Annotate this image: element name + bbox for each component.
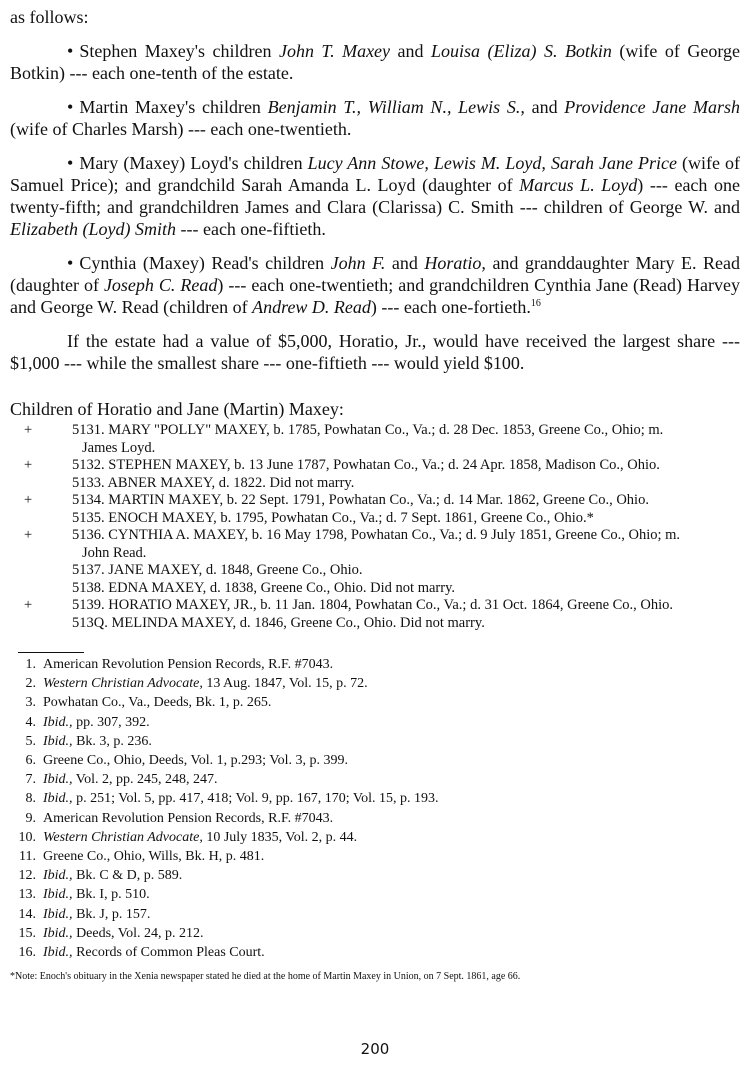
child-id: 5138. <box>72 579 105 596</box>
text-run: Benjamin T., William N., Lewis S., <box>267 97 525 117</box>
text-run: and <box>524 97 565 117</box>
child-entry <box>10 492 740 510</box>
enoch-footnote: *Note: Enoch's obituary in the Xenia newspaper stated he died at the home of Martin Maxey in Union, on 7 Sept. 1861, age 66. <box>10 971 521 983</box>
note-text: p. 251; Vol. 5, pp. 417, 418; Vol. 9, pp. 167, 170; Vol. 15, p. 193. <box>72 791 439 807</box>
note-text: American Revolution Pension Records, R.F. #7043. <box>43 810 334 826</box>
note-number: 1. <box>25 657 36 672</box>
note-text: Bk. I, p. 510. <box>72 887 150 903</box>
text-run: If the estate had a value of $5,000, Horatio, Jr., would have received the largest share --- $1,000 --- while the smallest share --- one-fiftieth --- would yield $100. <box>10 331 740 373</box>
child-text-continued: James Loyd. <box>82 439 156 456</box>
child-line <box>72 475 740 493</box>
bullet-mark: • <box>67 97 74 117</box>
child-line <box>72 510 740 528</box>
children-heading: Children of Horatio and Jane (Martin) Maxey: <box>10 399 344 419</box>
note-number: 7. <box>25 772 36 788</box>
note-number: 5. <box>25 733 36 749</box>
plus-mark: + <box>24 422 33 438</box>
notes-list <box>10 655 740 962</box>
note-text: Deeds, Vol. 24, p. 212. <box>72 925 204 941</box>
child-text: STEPHEN MAXEY, b. 13 June 1787, Powhatan Co., Va.; d. 24 Apr. 1858, Madison Co., Ohio. <box>108 457 660 473</box>
note-text: 10 July 1835, Vol. 2, p. 44. <box>202 829 358 845</box>
bullet-mark: • <box>67 153 74 173</box>
child-line <box>72 580 740 598</box>
paragraph <box>10 152 740 240</box>
bullet-mark: • <box>67 253 74 273</box>
note-text: Ibid., <box>43 925 73 941</box>
plus-mark: + <box>24 597 33 613</box>
plus-mark: + <box>24 527 33 543</box>
note-entry <box>10 789 740 808</box>
child-text: CYNTHIA A. MAXEY, b. 16 May 1798, Powhatan Co., Va.; d. 9 July 1851, Greene Co., Ohio; m. <box>108 527 681 543</box>
text-run: and granddaughter Mary E. Read (daughter of <box>10 253 740 295</box>
text-run: Marcus L. Loyd <box>519 175 638 195</box>
note-text: Ibid., <box>43 714 73 730</box>
note-text: Records of Common Pleas Court. <box>72 945 265 961</box>
child-line <box>72 615 740 633</box>
note-text: Ibid., <box>43 733 73 749</box>
text-run: (wife of Samuel Price); and grandchild Sarah Amanda L. Loyd (daughter of <box>10 153 740 195</box>
child-id: 5135. <box>72 509 105 526</box>
child-entry <box>10 422 740 457</box>
note-text: pp. 307, 392. <box>72 714 150 730</box>
child-line <box>72 562 740 580</box>
note-number: 8. <box>25 791 36 807</box>
note-entry <box>10 713 740 732</box>
text-run: Lucy Ann Stowe, Lewis M. Loyd, Sarah Jane Price <box>307 153 677 173</box>
child-entry <box>10 510 740 528</box>
note-entry <box>10 943 740 962</box>
text-run: (wife of George Botkin) --- each one-tenth of the estate. <box>10 41 740 83</box>
paragraph <box>10 252 740 318</box>
note-number: 15. <box>18 925 36 941</box>
note-entry <box>10 885 740 904</box>
text-run: Mary (Maxey) Loyd's children <box>79 153 308 173</box>
child-line <box>72 527 740 545</box>
note-text: Western Christian Advocate, <box>43 829 203 845</box>
note-text: Ibid., <box>43 887 73 903</box>
footnote-rule <box>18 652 84 653</box>
child-line <box>72 597 740 615</box>
page-number: 200 <box>360 1040 390 1058</box>
note-entry <box>10 674 740 693</box>
text-run: Providence Jane Marsh <box>564 97 740 117</box>
note-text: Ibid., <box>43 906 73 922</box>
note-entry <box>10 847 740 866</box>
child-text-continued: John Read. <box>82 544 147 561</box>
child-entry <box>10 457 740 475</box>
child-line <box>72 422 740 440</box>
paragraph <box>10 330 740 374</box>
paragraph <box>10 96 740 140</box>
note-entry <box>10 751 740 770</box>
child-entry <box>10 615 740 633</box>
note-text: Greene Co., Ohio, Deeds, Vol. 1, p.293; Vol. 3, p. 399. <box>43 753 349 769</box>
paragraph <box>10 40 740 84</box>
note-number: 12. <box>18 868 36 884</box>
children-list <box>10 422 740 632</box>
text-run: Louisa (Eliza) S. Botkin <box>431 41 612 61</box>
text-run: --- each one-fiftieth. <box>175 219 326 239</box>
text-run: ) --- each one-twentieth; and grandchildren Cynthia Jane (Read) Harvey and George W. Read (children of <box>10 275 740 317</box>
child-entry <box>10 475 740 493</box>
note-number: 2. <box>25 676 36 692</box>
child-id: 5139. <box>72 597 105 613</box>
child-id: 5131. <box>72 422 105 438</box>
bullet-mark: • <box>67 41 74 61</box>
note-text: Ibid., <box>43 791 73 807</box>
child-line <box>72 492 740 510</box>
note-text: Ibid., <box>43 945 73 961</box>
note-number: 14. <box>18 906 36 922</box>
note-number: 6. <box>25 753 36 769</box>
note-text: Ibid., <box>43 772 73 788</box>
note-number: 9. <box>25 810 36 826</box>
document-page <box>10 6 740 984</box>
child-text: JANE MAXEY, d. 1848, Greene Co., Ohio. <box>108 562 363 578</box>
child-text: EDNA MAXEY, d. 1838, Greene Co., Ohio. Did not marry. <box>108 579 456 596</box>
note-number: 3. <box>25 695 36 711</box>
note-number: 10. <box>18 829 36 845</box>
child-line <box>72 457 740 475</box>
note-number: 13. <box>18 887 36 903</box>
note-text: Powhatan Co., Va., Deeds, Bk. 1, p. 265. <box>43 695 272 711</box>
child-id: 5137. <box>72 562 105 578</box>
text-run: and <box>390 41 431 61</box>
note-entry <box>10 655 740 674</box>
note-entry <box>10 693 740 712</box>
text-run: Martin Maxey's children <box>79 97 268 117</box>
note-entry <box>10 732 740 751</box>
text-run: Joseph C. Read <box>103 275 218 295</box>
note-entry <box>10 809 740 828</box>
text-run: Cynthia (Maxey) Read's children <box>79 253 331 273</box>
text-run: and <box>385 253 425 273</box>
text-run: (wife of Charles Marsh) --- each one-twentieth. <box>10 119 352 139</box>
text-run: Horatio, <box>424 253 486 273</box>
text-run: Andrew D. Read <box>252 297 371 317</box>
note-text: Bk. C & D, p. 589. <box>72 868 183 884</box>
note-number: 11. <box>19 849 36 865</box>
child-id: 513Q. <box>72 614 108 631</box>
note-entry <box>10 866 740 885</box>
note-text: American Revolution Pension Records, R.F. #7043. <box>43 657 334 672</box>
note-text: Bk. 3, p. 236. <box>72 733 152 749</box>
note-text: Western Christian Advocate, <box>43 676 203 692</box>
text-run: ) --- each one twenty-fifth; and grandchildren James and Clara (Clarissa) C. Smith --- children of George W. and <box>10 175 741 217</box>
text-run: Stephen Maxey's children <box>79 41 279 61</box>
note-text: Bk. J, p. 157. <box>72 906 151 922</box>
note-text: 13 Aug. 1847, Vol. 15, p. 72. <box>202 676 368 692</box>
child-id: 5134. <box>72 492 105 508</box>
estate-paragraphs <box>10 40 740 374</box>
child-text: ENOCH MAXEY, b. 1795, Powhatan Co., Va.; d. 7 Sept. 1861, Greene Co., Ohio.* <box>108 509 594 526</box>
note-text: Vol. 2, pp. 245, 248, 247. <box>72 772 218 788</box>
child-entry <box>10 580 740 598</box>
child-text: MARY "POLLY" MAXEY, b. 1785, Powhatan Co., Va.; d. 28 Dec. 1853, Greene Co., Ohio; m. <box>108 422 664 438</box>
footnote-ref: 16 <box>530 298 541 309</box>
note-text: Greene Co., Ohio, Wills, Bk. H, p. 481. <box>43 849 265 865</box>
note-number: 4. <box>25 714 36 730</box>
note-entry <box>10 924 740 943</box>
plus-mark: + <box>24 457 33 473</box>
child-id: 5133. <box>72 474 105 491</box>
text-run: John T. Maxey <box>278 41 391 61</box>
child-text: MELINDA MAXEY, d. 1846, Greene Co., Ohio. Did not marry. <box>111 614 485 631</box>
plus-mark: + <box>24 492 33 508</box>
note-text: Ibid., <box>43 868 73 884</box>
child-text: HORATIO MAXEY, JR., b. 11 Jan. 1804, Powhatan Co., Va.; d. 31 Oct. 1864, Greene Co., Ohio. <box>108 597 674 613</box>
child-id: 5132. <box>72 457 105 473</box>
child-text: ABNER MAXEY, d. 1822. Did not marry. <box>107 474 355 491</box>
child-entry <box>10 597 740 615</box>
text-run: ) --- each one-fortieth. <box>370 297 531 317</box>
text-run: Elizabeth (Loyd) Smith <box>10 219 176 239</box>
child-entry <box>10 562 740 580</box>
child-entry <box>10 527 740 562</box>
note-entry <box>10 905 740 924</box>
lead-text: as follows: <box>10 7 89 27</box>
note-number: 16. <box>18 945 36 961</box>
child-text: MARTIN MAXEY, b. 22 Sept. 1791, Powhatan Co., Va.; d. 14 Mar. 1862, Greene Co., Ohio. <box>108 492 649 508</box>
note-entry <box>10 770 740 789</box>
note-entry <box>10 828 740 847</box>
text-run: John F. <box>330 253 386 273</box>
child-id: 5136. <box>72 527 105 543</box>
